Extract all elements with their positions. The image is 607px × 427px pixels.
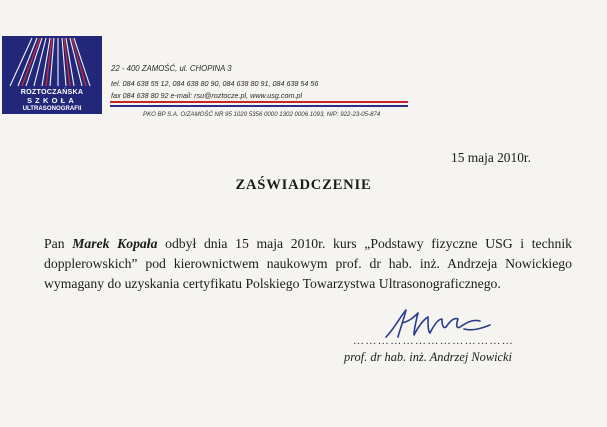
body-prefix: Pan: [44, 236, 65, 251]
certificate-body: [44, 234, 572, 294]
signature-line: …………………………………: [353, 335, 515, 347]
signer-name: prof. dr hab. inż. Andrzej Nowicki: [344, 350, 512, 364]
letterhead-fax-email: fax 084 638 80 92 e-mail: rsu@roztocze.pl, www.usg.com.pl: [111, 91, 303, 100]
letterhead-red-rule: [110, 101, 408, 103]
letterhead-blue-rule: [110, 105, 408, 107]
recipient-name: Marek Kopała: [72, 236, 158, 251]
document-date: 15 maja 2010r.: [451, 150, 531, 165]
body-line-2: dopplerowskich” pod kierownictwem naukowym prof. dr hab. inż. Andrzeja Nowickiego: [44, 256, 572, 271]
body-line-1-rest: odbył dnia 15 maja 2010r. kurs „Podstawy fizyczne USG i technik: [165, 236, 573, 251]
letterhead-address: 22 - 400 ZAMOŚĆ, ul. CHOPINA 3: [111, 64, 232, 73]
body-line-1: [44, 234, 572, 254]
letterhead-bank-details: PKO BP S.A. O/ZAMOŚĆ NR 95 1020 5356 0000 1302 0006 1093, NIP: 922-23-05-874: [143, 111, 381, 118]
logo-text-line1: ROZTOCZAŃSKA: [20, 87, 84, 96]
logo-text-line2: SZKOŁA: [26, 96, 78, 105]
body-line-3: wymagany do uzyskania certyfikatu Polskiego Towarzystwa Ultrasonograficznego.: [44, 276, 501, 291]
logo-text-line3: ULTRASONOGRAFII: [22, 105, 82, 112]
document-title: ZAŚWIADCZENIE: [235, 177, 372, 193]
school-logo: [2, 36, 102, 114]
letterhead-phones: tel. 084 638 55 12, 084 638 80 90, 084 638 80 91, 084 638 54 56: [111, 79, 319, 88]
